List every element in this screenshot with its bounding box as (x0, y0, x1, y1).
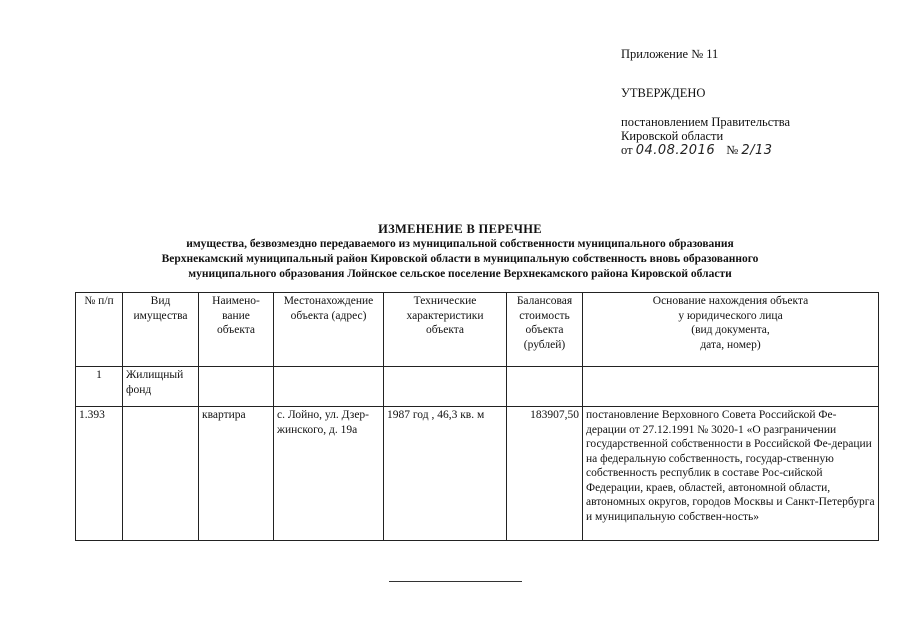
title-subtitle (90, 237, 830, 282)
title-line-1: имущества, безвозмездно передаваемого из муниципальной собственности муниципального образования (186, 238, 734, 250)
decree-line-1: постановлением Правительства (621, 115, 791, 129)
title-main: ИЗМЕНЕНИЕ В ПЕРЕЧНЕ (378, 222, 542, 236)
handwritten-date: 04.08.2016 (635, 143, 716, 158)
header-value: Балансовая стоимость объекта (рублей) (507, 293, 583, 367)
cell-specs: 1987 год , 46,3 кв. м (384, 407, 507, 541)
header-num: № п/п (76, 293, 123, 367)
cell-location: с. Лойно, ул. Дзер-жинского, д. 19а (274, 407, 384, 541)
cell-empty (199, 367, 274, 407)
header-basis-line-3: (вид документа, (691, 324, 770, 336)
cell-empty (274, 367, 384, 407)
date-prefix: от (621, 143, 633, 157)
cell-empty (583, 367, 879, 407)
footer-divider (389, 581, 522, 582)
table-header-row (76, 293, 879, 367)
header-location: Местонахождение объекта (адрес) (274, 293, 384, 367)
table-row (76, 407, 879, 541)
number-prefix: № (726, 143, 739, 157)
header-basis-line-1: Основание нахождения объекта (652, 295, 809, 307)
header-basis (583, 293, 879, 367)
decree-date-number (621, 143, 773, 158)
cell-empty (384, 367, 507, 407)
cell-value: 183907,50 (507, 407, 583, 541)
header-name: Наимено-вание объекта (199, 293, 274, 367)
cell-basis: постановление Верховного Совета Российской Фе-дерации от 27.12.1991 № 3020-1 «О разграничении государственной собственности в Российской Фе-дерации на федеральную собственность, государ-ственную собственность республик в составе Рос-сийской Федерации, краев, областей, автономной области, автономных округов, городов Москвы и Санкт-Петербурга и муниципальную собствен-ность» (583, 407, 879, 541)
header-basis-line-4: дата, номер) (700, 338, 761, 351)
handwritten-number: 2/13 (741, 143, 773, 158)
cell-name: квартира (199, 407, 274, 541)
title-line-3: муниципального образования Лойнское сельское поселение Верхнекамского района Кировской области (188, 268, 732, 280)
table-row (76, 367, 879, 407)
cell-type: Жилищный фонд (123, 367, 199, 407)
header-type: Вид имущества (123, 293, 199, 367)
decree-line-2: Кировской области (621, 129, 724, 143)
approved-label: УТВЕРЖДЕНО (621, 86, 706, 100)
cell-num: 1.393 (76, 407, 123, 541)
header-specs: Технические характеристики объекта (384, 293, 507, 367)
cell-num: 1 (76, 367, 123, 407)
title-line-2: Верхнекамский муниципальный район Кировской области в муниципальную собственность вновь образованного (161, 253, 759, 265)
property-table (75, 292, 879, 541)
header-basis-line-2: у юридического лица (678, 309, 783, 322)
appendix-label: Приложение № 11 (621, 47, 719, 61)
cell-type (123, 407, 199, 541)
cell-empty (507, 367, 583, 407)
